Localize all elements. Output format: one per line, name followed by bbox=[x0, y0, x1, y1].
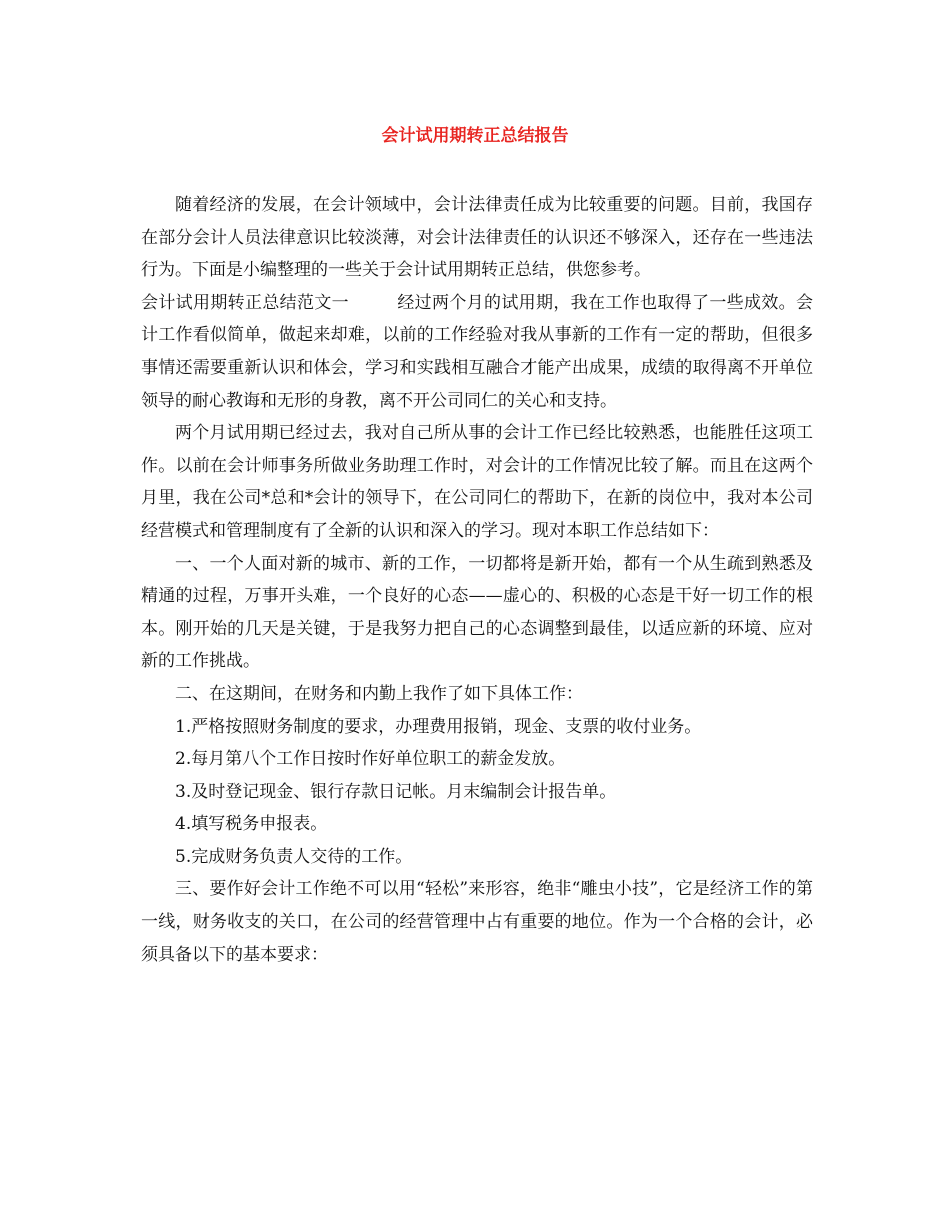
sample-text: 经过两个月的试用期，我在工作也取得了一些成效。会计工作看似简单，做起来却难，以前的工作经验对我从事新的工作有一定的帮助，但很多事情还需要重新认识和体会，学习和实践相互融合才能产出成果，成绩的取得离不开单位领导的耐心教诲和无形的身教，离不开公司同仁的关心和支持。 bbox=[141, 292, 813, 411]
list-item-3: 3.及时登记现金、银行存款日记帐。月末编制会计报告单。 bbox=[175, 781, 617, 802]
paragraph-two-months: 两个月试用期已经过去，我对自己所从事的会计工作已经比较熟悉，也能胜任这项工作。以前在会计师事务所做业务助理工作时，对会计的工作情况比较了解。而且在这两个月里，我在公司*总和*会计的领导下，在公司同仁的帮助下，在新的岗位中，我对本公司经营模式和管理制度有了全新的认识和深入的学习。现对本职工作总结如下： bbox=[141, 423, 813, 541]
document-body bbox=[141, 189, 813, 971]
list-item-1: 1.严格按照财务制度的要求，办理费用报销，现金、支票的收付业务。 bbox=[175, 716, 702, 737]
paragraph-section-three: 三、要作好会计工作绝不可以用“轻松”来形容，绝非“雕虫小技”，它是经济工作的第一线，财务收支的关口，在公司的经营管理中占有重要的地位。作为一个合格的会计，必须具备以下的基本要求： bbox=[141, 879, 813, 965]
list-item-4: 4.填写税务申报表。 bbox=[175, 814, 328, 835]
intro-paragraph bbox=[141, 189, 813, 287]
paragraph-section-one: 一、一个人面对新的城市、新的工作，一切都将是新开始，都有一个从生疏到熟悉及精通的过程，万事开头难，一个良好的心态——虚心的、积极的心态是干好一切工作的根本。刚开始的几天是关键，于是我努力把自己的心态调整到最佳，以适应新的环境、应对新的工作挑战。 bbox=[141, 553, 813, 672]
sample-heading: 会计试用期转正总结范文一 bbox=[141, 292, 349, 313]
document-title: 会计试用期转正总结报告 bbox=[381, 126, 569, 146]
list-item-2: 2.每月第八个工作日按时作好单位职工的薪金发放。 bbox=[175, 749, 566, 770]
list-item-5: 5.完成财务负责人交待的工作。 bbox=[175, 846, 413, 867]
intro-text: 随着经济的发展，在会计领域中，会计法律责任成为比较重要的问题。目前，我国存在部分会计人员法律意识比较淡薄，对会计法律责任的认识还不够深入，还存在一些违法行为。下面是小编整理的一些关于会计试用期转正总结，供您参考。 bbox=[141, 195, 813, 281]
paragraph-section-two: 二、在这期间，在财务和内勤上我作了如下具体工作： bbox=[175, 683, 583, 704]
sample-paragraph bbox=[141, 287, 813, 417]
